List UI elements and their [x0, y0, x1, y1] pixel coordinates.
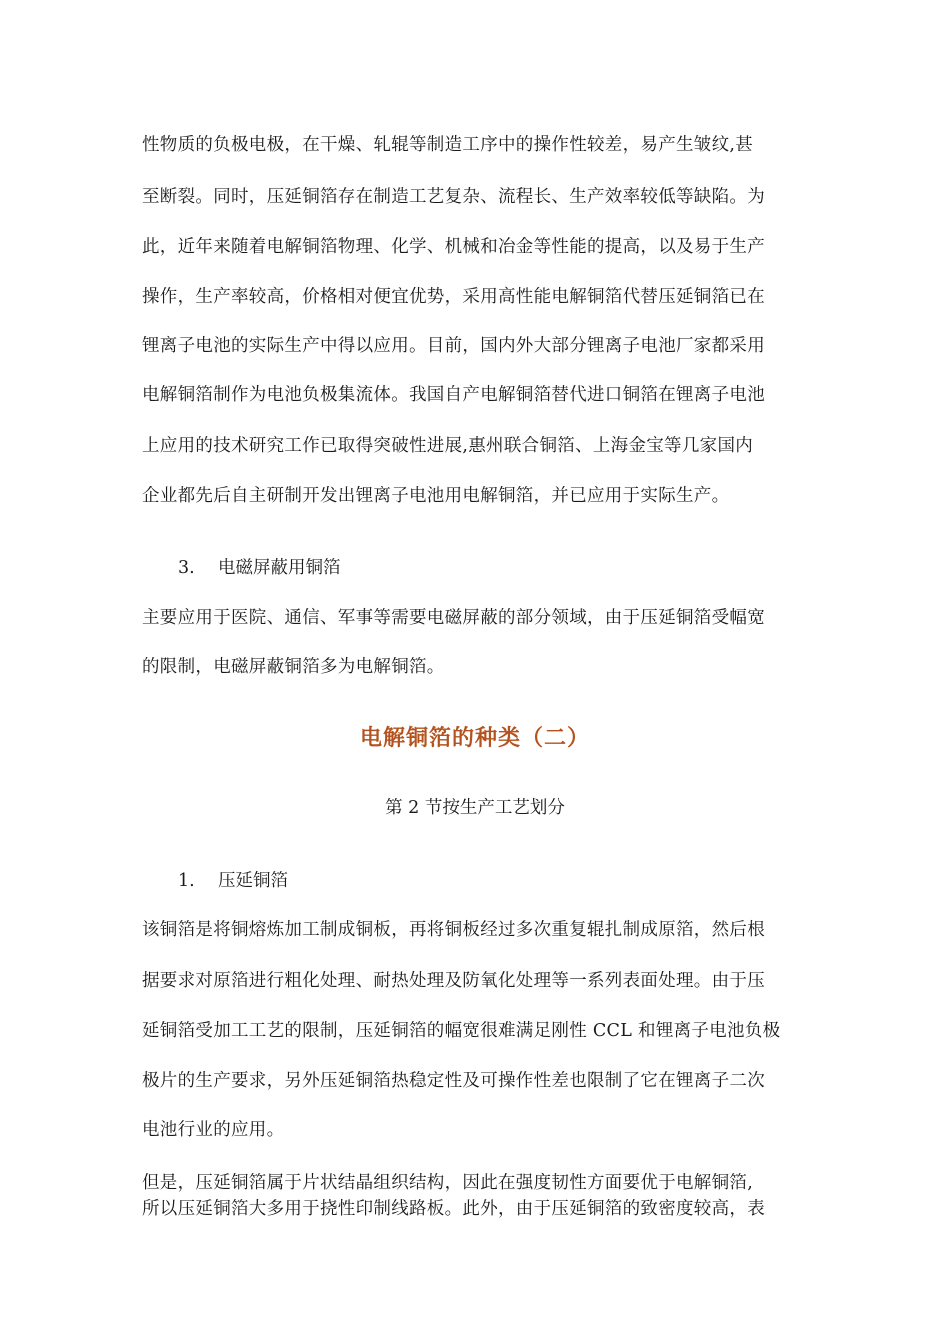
paragraph-line: 但是，压延铜箔属于片状结晶组织结构，因此在强度韧性方面要优于电解铜箔,: [142, 1173, 754, 1193]
paragraph-line: 至断裂。同时，压延铜箔存在制造工艺复杂、流程长、生产效率较低等缺陷。为: [142, 187, 765, 207]
paragraph-line: 操作，生产率较高，价格相对便宜优势，采用高性能电解铜箔代替压延铜箔已在: [142, 287, 765, 307]
list-number: 3.: [178, 558, 195, 578]
list-heading-3: [178, 556, 341, 580]
paragraph-line: 该铜箔是将铜熔炼加工制成铜板，再将铜板经过多次重复辊扎制成原箔，然后根: [142, 920, 765, 940]
paragraph-line: 上应用的技术研究工作已取得突破性进展,惠州联合铜箔、上海金宝等几家国内: [142, 436, 754, 456]
paragraph-line: 延铜箔受加工工艺的限制，压延铜箔的幅宽很难满足刚性 CCL 和锂离子电池负极: [142, 1021, 781, 1041]
subsection-title: 第 2 节按生产工艺划分: [385, 798, 565, 818]
paragraph-line: 极片的生产要求，另外压延铜箔热稳定性及可操作性差也限制了它在锂离子二次: [142, 1071, 765, 1091]
paragraph-line: 据要求对原箔进行粗化处理、耐热处理及防氧化处理等一系列表面处理。由于压: [142, 971, 765, 991]
list-number: 1.: [178, 871, 195, 891]
paragraph-line: 此，近年来随着电解铜箔物理、化学、机械和冶金等性能的提高，以及易于生产: [142, 237, 765, 257]
paragraph-line: 性物质的负极电极，在干燥、轧辊等制造工序中的操作性较差，易产生皱纹,甚: [142, 135, 754, 155]
paragraph-line: 电解铜箔制作为电池负极集流体。我国自产电解铜箔替代进口铜箔在锂离子电池: [142, 385, 765, 405]
paragraph-line: 所以压延铜箔大多用于挠性印制线路板。此外，由于压延铜箔的致密度较高，表: [142, 1199, 765, 1219]
section-title: 电解铜箔的种类（二）: [359, 726, 590, 751]
paragraph-line: 企业都先后自主研制开发出锂离子电池用电解铜箔，并已应用于实际生产。: [142, 486, 730, 506]
list-heading-text: 电磁屏蔽用铜箔: [218, 558, 341, 578]
paragraph-line: 锂离子电池的实际生产中得以应用。目前，国内外大部分锂离子电池厂家都采用: [142, 336, 765, 356]
paragraph-line: 的限制，电磁屏蔽铜箔多为电解铜箔。: [142, 657, 445, 677]
list-heading-text: 压延铜箔: [218, 871, 288, 891]
paragraph-line: 电池行业的应用。: [142, 1120, 285, 1140]
list-heading-1: [178, 869, 288, 893]
paragraph-line: 主要应用于医院、通信、军事等需要电磁屏蔽的部分领域，由于压延铜箔受幅宽: [142, 608, 765, 628]
